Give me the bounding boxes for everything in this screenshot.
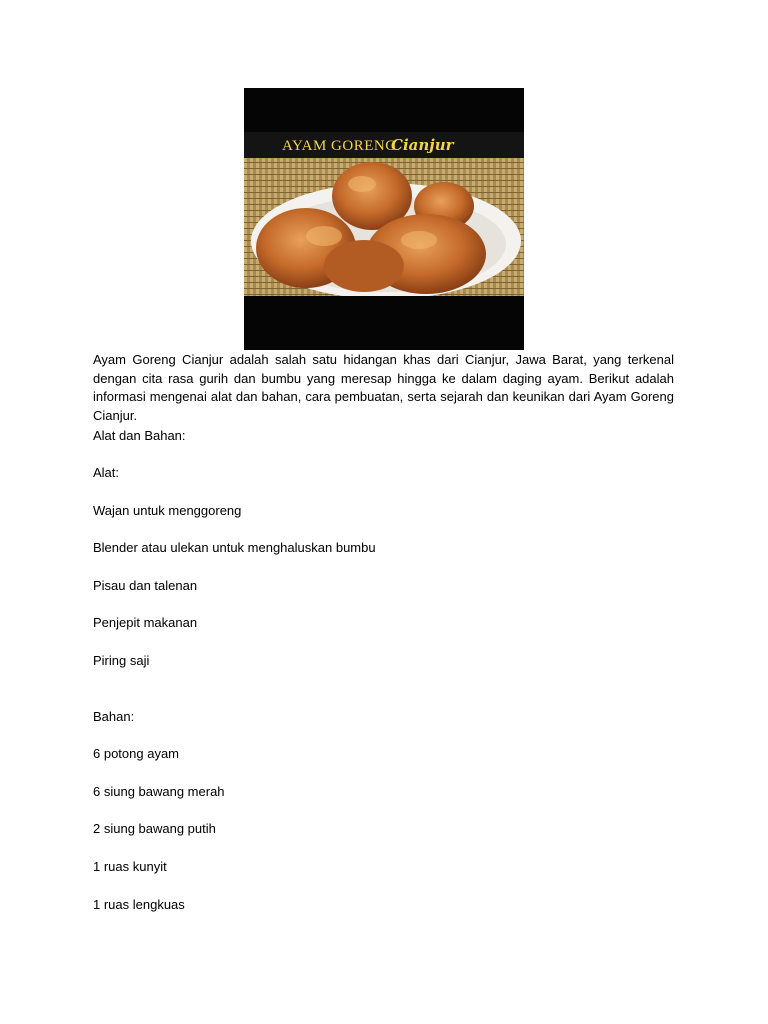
list-item: Penjepit makanan (93, 615, 198, 630)
bahan-heading: Bahan: (93, 709, 135, 724)
image-caption-script: Cianjur (391, 136, 454, 154)
list-item: Piring saji (93, 653, 150, 668)
list-item: 1 ruas lengkuas (93, 897, 185, 912)
list-item: Wajan untuk menggoreng (93, 503, 242, 518)
list-item: Blender atau ulekan untuk menghaluskan bumbu (93, 540, 376, 555)
list-item: 1 ruas kunyit (93, 859, 167, 874)
list-item: 6 potong ayam (93, 746, 180, 761)
list-item: 6 siung bawang merah (93, 784, 225, 799)
intro-paragraph: Ayam Goreng Cianjur adalah salah satu hidangan khas dari Cianjur, Jawa Barat, yang terkenal dengan cita rasa gurih dan bumbu yang meresap hingga ke dalam daging ayam. Berikut adalah informasi mengenai alat dan bahan, cara pembuatan, serta sejarah dan keunikan dari Ayam Goreng Cianjur. (93, 352, 674, 424)
list-item: Pisau dan talenan (93, 578, 198, 593)
section-title: Alat dan Bahan: (93, 428, 186, 443)
ayam-goreng-image (244, 88, 524, 350)
image-caption-plain: AYAM GORENG (282, 138, 397, 154)
alat-heading: Alat: (93, 465, 120, 480)
list-item: 2 siung bawang putih (93, 821, 216, 836)
